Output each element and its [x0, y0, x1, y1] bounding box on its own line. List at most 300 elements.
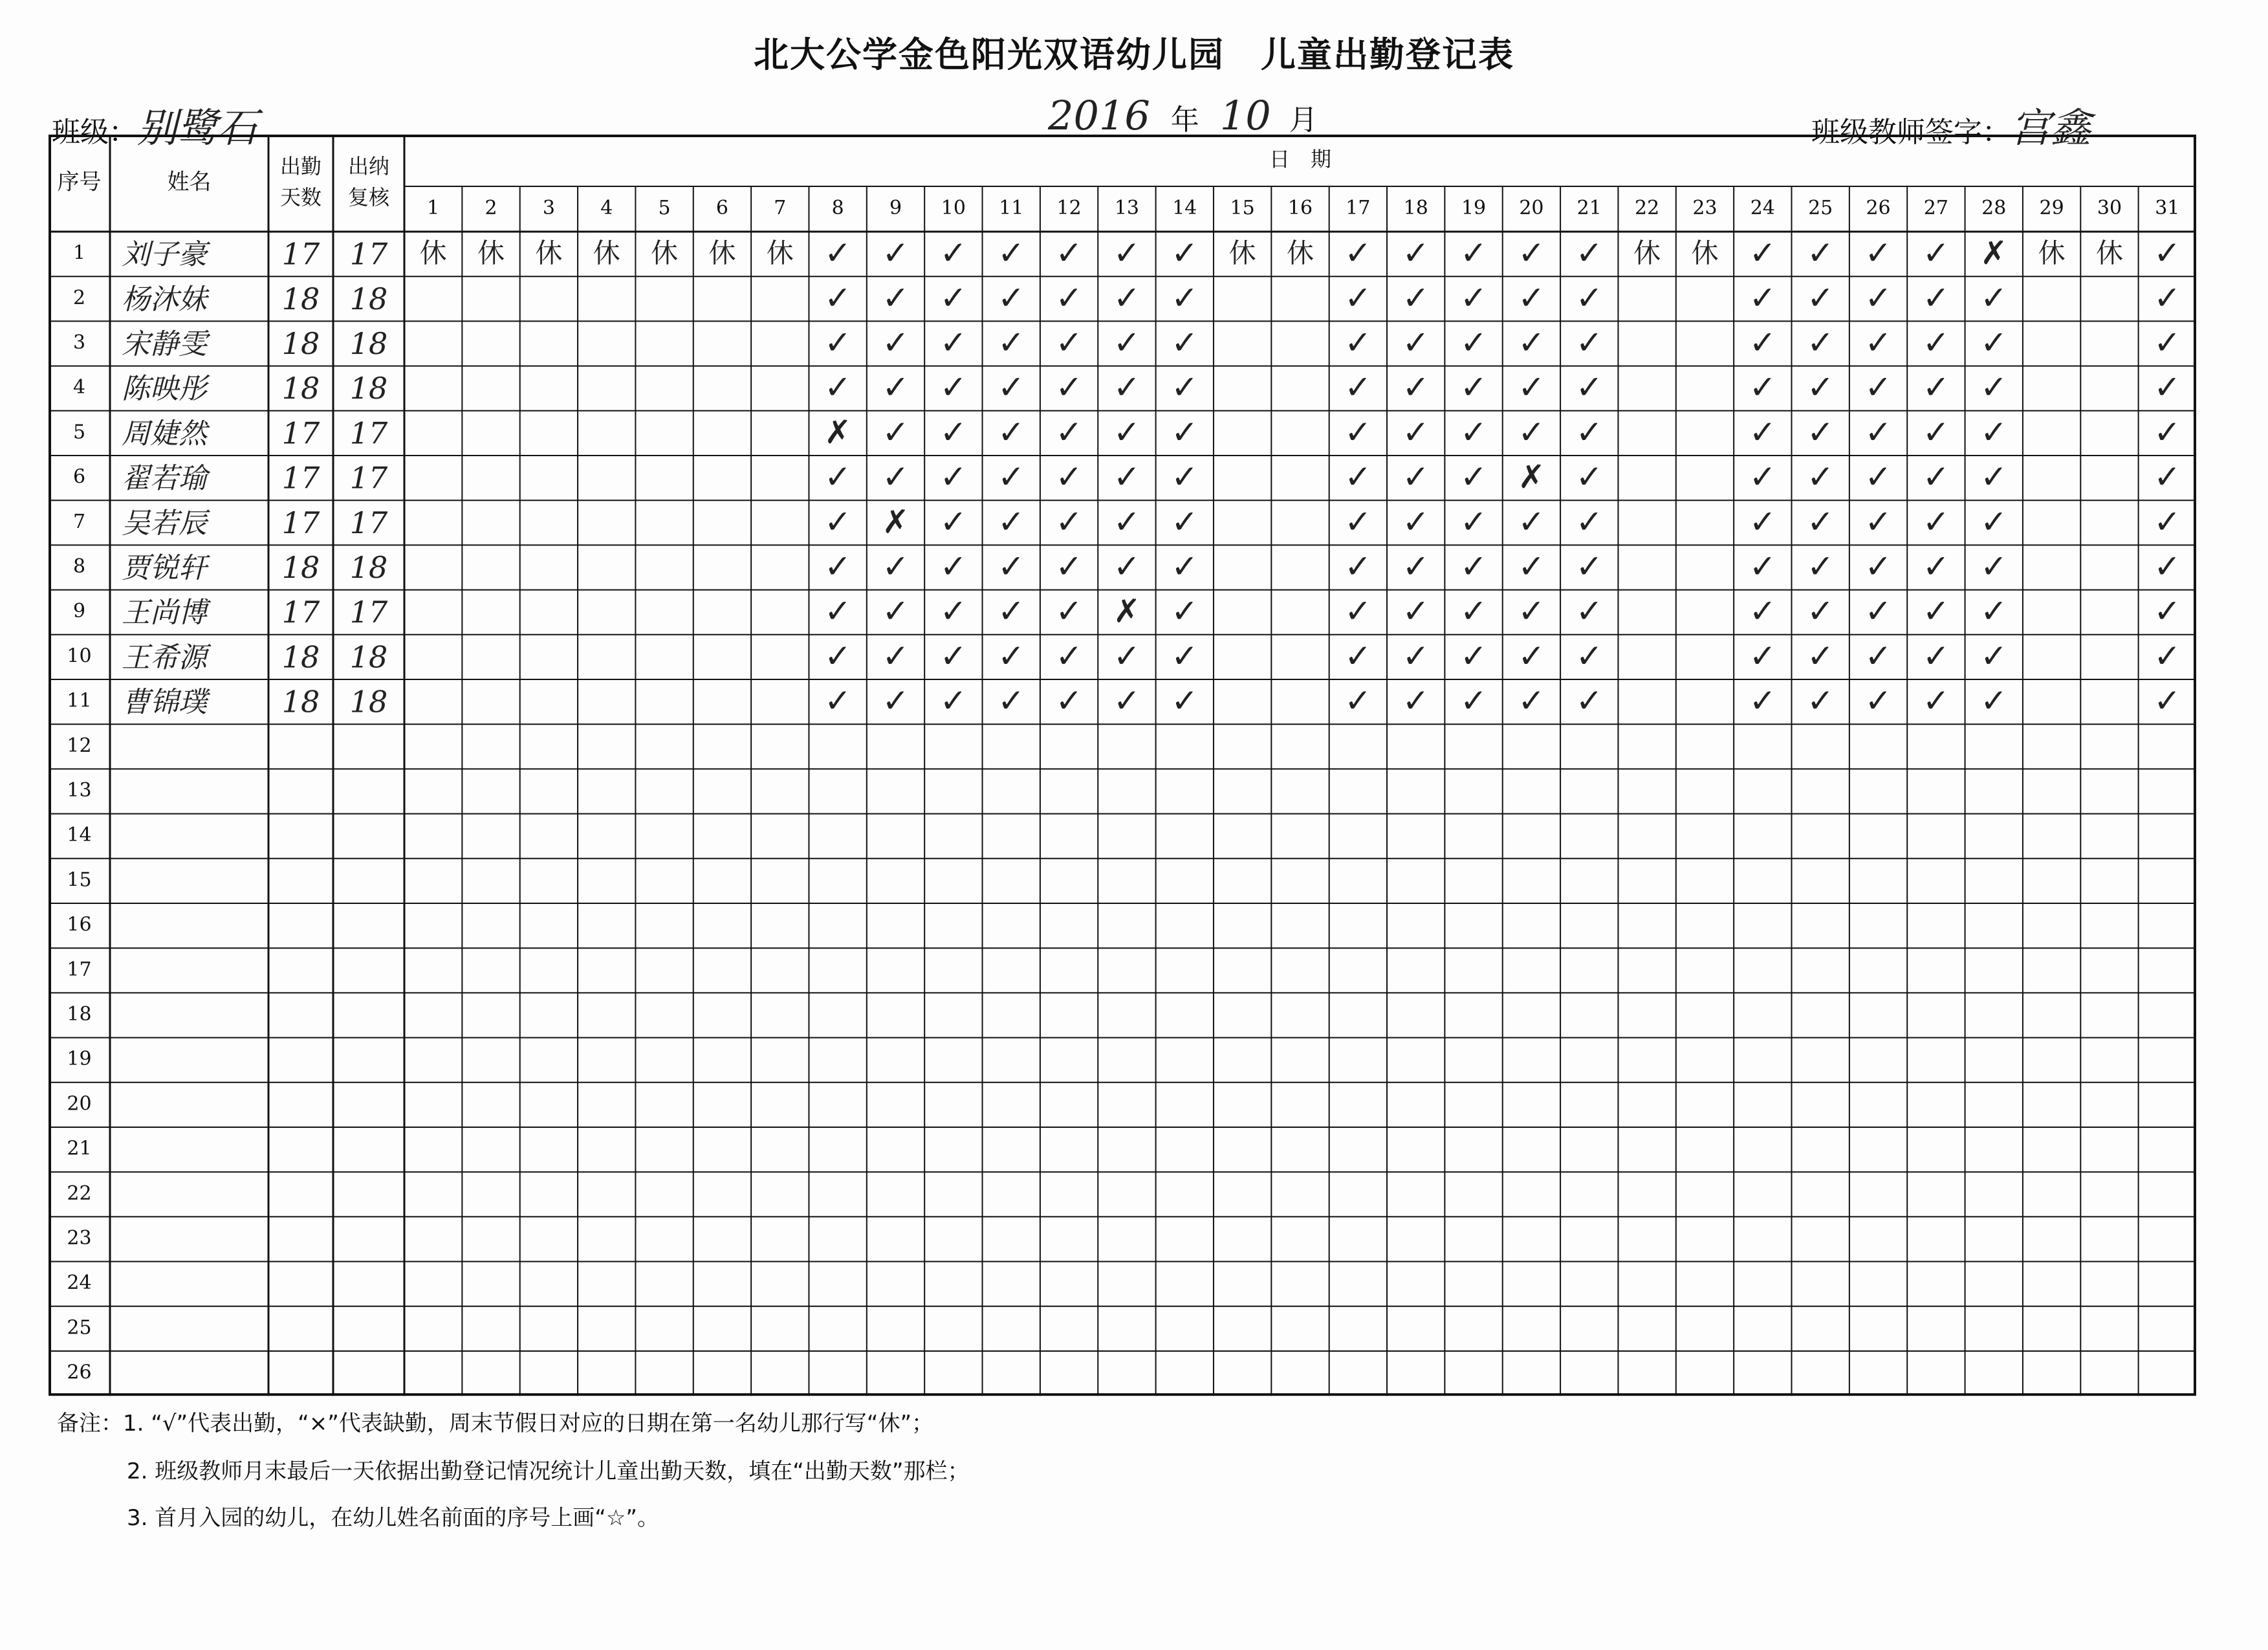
- mark-r1-d22: 休: [1633, 237, 1661, 269]
- mark-r3-d19: ✓: [1460, 324, 1488, 362]
- mark-r11-d27: ✓: [1922, 682, 1950, 720]
- mark-r7-d10: ✓: [939, 503, 967, 541]
- date-14: 14: [1172, 197, 1197, 219]
- date-26: 26: [1866, 197, 1891, 219]
- row-name-10: 王希源: [122, 641, 207, 674]
- mark-r5-d11: ✓: [998, 413, 1025, 451]
- mark-r5-d9: ✓: [882, 413, 910, 451]
- mark-r5-d31: ✓: [2154, 413, 2181, 451]
- mark-r7-d28: ✓: [1980, 503, 2008, 541]
- mark-r1-d24: ✓: [1749, 234, 1776, 272]
- row-check-5: 17: [349, 415, 388, 451]
- mark-r3-d9: ✓: [882, 324, 910, 362]
- row-seq-21: 21: [67, 1137, 92, 1160]
- row-seq-4: 4: [72, 376, 86, 399]
- mark-r10-d10: ✓: [939, 637, 967, 675]
- mark-r1-d2: 休: [477, 237, 505, 269]
- header-check-line1: 出纳: [347, 154, 390, 179]
- mark-r2-d31: ✓: [2154, 279, 2181, 317]
- mark-r3-d25: ✓: [1807, 324, 1835, 362]
- mark-r6-d8: ✓: [824, 458, 852, 496]
- mark-r4-d25: ✓: [1807, 368, 1835, 406]
- mark-r5-d20: ✓: [1518, 413, 1545, 451]
- row-days-4: 18: [281, 371, 320, 406]
- mark-r7-d26: ✓: [1864, 503, 1892, 541]
- mark-r8-d28: ✓: [1980, 547, 2008, 586]
- mark-r5-d26: ✓: [1864, 413, 1892, 451]
- date-23: 23: [1692, 197, 1717, 219]
- date-31: 31: [2155, 197, 2180, 219]
- mark-r11-d12: ✓: [1055, 682, 1083, 720]
- mark-r5-d25: ✓: [1807, 413, 1835, 451]
- row-check-11: 18: [349, 684, 388, 720]
- row-name-8: 贾锐轩: [122, 551, 207, 585]
- mark-r6-d31: ✓: [2154, 458, 2181, 496]
- date-12: 12: [1056, 197, 1082, 219]
- mark-r1-d27: ✓: [1922, 234, 1950, 272]
- mark-r3-d28: ✓: [1980, 324, 2008, 362]
- mark-r2-d14: ✓: [1171, 279, 1199, 317]
- mark-r4-d14: ✓: [1171, 368, 1199, 406]
- mark-r1-d1: 休: [419, 237, 447, 269]
- mark-r4-d24: ✓: [1749, 368, 1776, 406]
- date-25: 25: [1808, 197, 1833, 219]
- mark-r5-d27: ✓: [1922, 413, 1950, 451]
- row-seq-24: 24: [67, 1271, 92, 1295]
- mark-r2-d17: ✓: [1344, 279, 1372, 317]
- mark-r10-d20: ✓: [1518, 637, 1545, 675]
- mark-r11-d9: ✓: [882, 682, 910, 720]
- row-seq-11: 11: [67, 689, 92, 712]
- mark-r11-d25: ✓: [1807, 682, 1835, 720]
- date-30: 30: [2097, 197, 2122, 219]
- mark-r3-d13: ✓: [1113, 324, 1140, 362]
- mark-r10-d24: ✓: [1749, 637, 1776, 675]
- mark-r9-d11: ✓: [998, 592, 1025, 630]
- row-name-5: 周婕然: [122, 417, 207, 450]
- header-days-line2: 天数: [279, 185, 322, 210]
- mark-r8-d24: ✓: [1749, 547, 1776, 586]
- mark-r11-d21: ✓: [1575, 682, 1603, 720]
- mark-r11-d28: ✓: [1980, 682, 2008, 720]
- mark-r8-d27: ✓: [1922, 547, 1950, 586]
- mark-r9-d14: ✓: [1171, 592, 1199, 630]
- mark-r5-d24: ✓: [1749, 413, 1776, 451]
- mark-r4-d18: ✓: [1402, 368, 1430, 406]
- mark-r10-d17: ✓: [1344, 637, 1372, 675]
- mark-r1-d6: 休: [708, 237, 736, 269]
- mark-r11-d18: ✓: [1402, 682, 1430, 720]
- mark-r9-d26: ✓: [1864, 592, 1892, 630]
- mark-r1-d11: ✓: [998, 234, 1025, 272]
- mark-r1-d5: 休: [651, 237, 679, 269]
- mark-r6-d26: ✓: [1864, 458, 1892, 496]
- mark-r9-d10: ✓: [939, 592, 967, 630]
- mark-r3-d20: ✓: [1518, 324, 1545, 362]
- mark-r11-d20: ✓: [1518, 682, 1545, 720]
- mark-r1-d28: ✗: [1980, 234, 2008, 272]
- row-name-4: 陈映彤: [122, 372, 207, 406]
- date-13: 13: [1114, 197, 1140, 219]
- mark-r5-d12: ✓: [1055, 413, 1083, 451]
- mark-r11-d19: ✓: [1460, 682, 1488, 720]
- mark-r5-d21: ✓: [1575, 413, 1603, 451]
- date-27: 27: [1923, 197, 1948, 219]
- mark-r8-d10: ✓: [939, 547, 967, 586]
- date-29: 29: [2039, 197, 2064, 219]
- month-label: 月: [1289, 104, 1318, 137]
- mark-r9-d19: ✓: [1460, 592, 1488, 630]
- mark-r10-d11: ✓: [998, 637, 1025, 675]
- mark-r9-d25: ✓: [1807, 592, 1835, 630]
- mark-r5-d14: ✓: [1171, 413, 1199, 451]
- mark-r3-d17: ✓: [1344, 324, 1372, 362]
- mark-r3-d26: ✓: [1864, 324, 1892, 362]
- mark-r1-d26: ✓: [1864, 234, 1892, 272]
- row-seq-17: 17: [67, 958, 92, 981]
- mark-r4-d17: ✓: [1344, 368, 1372, 406]
- mark-r11-d26: ✓: [1864, 682, 1892, 720]
- mark-r7-d17: ✓: [1344, 503, 1372, 541]
- mark-r9-d31: ✓: [2154, 592, 2181, 630]
- mark-r9-d28: ✓: [1980, 592, 2008, 630]
- teacher-label: 班级教师签字：: [1811, 116, 2011, 149]
- mark-r1-d25: ✓: [1807, 234, 1835, 272]
- mark-r2-d27: ✓: [1922, 279, 1950, 317]
- row-days-7: 17: [281, 505, 320, 540]
- mark-r4-d26: ✓: [1864, 368, 1892, 406]
- mark-r1-d29: 休: [2038, 237, 2066, 269]
- row-check-3: 18: [349, 326, 388, 361]
- row-name-2: 杨沐妹: [122, 283, 207, 316]
- mark-r8-d21: ✓: [1575, 547, 1603, 586]
- header-days-line1: 出勤: [279, 154, 322, 179]
- mark-r2-d12: ✓: [1055, 279, 1083, 317]
- header-date: 日 期: [1269, 147, 1332, 171]
- mark-r2-d26: ✓: [1864, 279, 1892, 317]
- mark-r8-d8: ✓: [824, 547, 852, 586]
- mark-r8-d20: ✓: [1518, 547, 1545, 586]
- date-6: 6: [715, 197, 728, 219]
- mark-r7-d25: ✓: [1807, 503, 1835, 541]
- row-check-6: 17: [349, 460, 388, 496]
- row-check-7: 17: [349, 505, 388, 540]
- mark-r9-d17: ✓: [1344, 592, 1372, 630]
- date-20: 20: [1519, 197, 1544, 219]
- date-28: 28: [1981, 197, 2007, 219]
- row-seq-10: 10: [67, 644, 92, 668]
- date-5: 5: [658, 197, 671, 219]
- row-days-10: 18: [281, 639, 320, 675]
- mark-r5-d18: ✓: [1402, 413, 1430, 451]
- mark-r2-d20: ✓: [1518, 279, 1545, 317]
- date-21: 21: [1576, 197, 1602, 219]
- mark-r6-d21: ✓: [1575, 458, 1603, 496]
- row-seq-22: 22: [67, 1182, 92, 1205]
- mark-r7-d13: ✓: [1113, 503, 1140, 541]
- mark-r9-d8: ✓: [824, 592, 852, 630]
- mark-r11-d24: ✓: [1749, 682, 1776, 720]
- mark-r1-d15: 休: [1228, 237, 1256, 269]
- mark-r5-d17: ✓: [1344, 413, 1372, 451]
- row-check-1: 17: [349, 236, 388, 272]
- mark-r9-d21: ✓: [1575, 592, 1603, 630]
- mark-r10-d21: ✓: [1575, 637, 1603, 675]
- row-days-8: 18: [281, 550, 320, 585]
- mark-r3-d12: ✓: [1055, 324, 1083, 362]
- mark-r7-d21: ✓: [1575, 503, 1603, 541]
- mark-r5-d19: ✓: [1460, 413, 1488, 451]
- form-title: 北大公学金色阳光双语幼儿园 儿童出勤登记表: [754, 34, 1514, 75]
- mark-r3-d21: ✓: [1575, 324, 1603, 362]
- mark-r1-d20: ✓: [1518, 234, 1545, 272]
- mark-r4-d11: ✓: [998, 368, 1025, 406]
- mark-r4-d10: ✓: [939, 368, 967, 406]
- row-days-11: 18: [281, 684, 320, 720]
- mark-r2-d13: ✓: [1113, 279, 1140, 317]
- row-seq-23: 23: [67, 1227, 92, 1249]
- mark-r1-d16: 休: [1286, 237, 1314, 269]
- mark-r2-d11: ✓: [998, 279, 1025, 317]
- mark-r5-d13: ✓: [1113, 413, 1140, 451]
- mark-r7-d11: ✓: [998, 503, 1025, 541]
- mark-r3-d11: ✓: [998, 324, 1025, 362]
- mark-r10-d18: ✓: [1402, 637, 1430, 675]
- row-seq-20: 20: [67, 1092, 92, 1116]
- mark-r4-d19: ✓: [1460, 368, 1488, 406]
- mark-r7-d12: ✓: [1055, 503, 1083, 541]
- row-seq-7: 7: [72, 510, 86, 533]
- mark-r4-d9: ✓: [882, 368, 910, 406]
- mark-r11-d13: ✓: [1113, 682, 1140, 720]
- mark-r2-d21: ✓: [1575, 279, 1603, 317]
- mark-r2-d10: ✓: [939, 279, 967, 317]
- date-15: 15: [1230, 197, 1255, 219]
- mark-r2-d24: ✓: [1749, 279, 1776, 317]
- mark-r11-d10: ✓: [939, 682, 967, 720]
- mark-r3-d10: ✓: [939, 324, 967, 362]
- mark-r9-d27: ✓: [1922, 592, 1950, 630]
- mark-r1-d30: 休: [2095, 237, 2123, 269]
- mark-r8-d14: ✓: [1171, 547, 1199, 586]
- year-label: 年: [1170, 104, 1199, 137]
- date-2: 2: [485, 197, 497, 219]
- row-name-9: 王尚博: [122, 596, 207, 630]
- date-22: 22: [1635, 197, 1660, 219]
- header-check-line2: 复核: [347, 185, 390, 210]
- mark-r4-d21: ✓: [1575, 368, 1603, 406]
- mark-r6-d18: ✓: [1402, 458, 1430, 496]
- mark-r2-d18: ✓: [1402, 279, 1430, 317]
- mark-r1-d31: ✓: [2154, 234, 2181, 272]
- mark-r4-d20: ✓: [1518, 368, 1545, 406]
- mark-r5-d28: ✓: [1980, 413, 2008, 451]
- row-seq-6: 6: [72, 465, 86, 489]
- mark-r1-d7: 休: [766, 237, 794, 269]
- date-16: 16: [1287, 197, 1313, 219]
- date-8: 8: [831, 197, 844, 219]
- mark-r6-d25: ✓: [1807, 458, 1835, 496]
- mark-r4-d8: ✓: [824, 368, 852, 406]
- row-seq-14: 14: [67, 824, 92, 847]
- mark-r8-d18: ✓: [1402, 547, 1430, 586]
- header-name: 姓名: [167, 169, 212, 195]
- mark-r4-d31: ✓: [2154, 368, 2181, 406]
- mark-r6-d24: ✓: [1749, 458, 1776, 496]
- mark-r1-d8: ✓: [824, 234, 852, 272]
- mark-r10-d8: ✓: [824, 637, 852, 675]
- mark-r1-d19: ✓: [1460, 234, 1488, 272]
- mark-r1-d17: ✓: [1344, 234, 1372, 272]
- mark-r2-d8: ✓: [824, 279, 852, 317]
- attendance-grid: [49, 135, 2203, 1396]
- row-seq-26: 26: [67, 1361, 92, 1384]
- mark-r9-d12: ✓: [1055, 592, 1083, 630]
- row-seq-9: 9: [72, 600, 86, 623]
- mark-r6-d14: ✓: [1171, 458, 1199, 496]
- mark-r8-d19: ✓: [1460, 547, 1488, 586]
- mark-r11-d8: ✓: [824, 682, 852, 720]
- row-seq-16: 16: [67, 913, 92, 936]
- mark-r9-d20: ✓: [1518, 592, 1545, 630]
- mark-r7-d8: ✓: [824, 503, 852, 541]
- mark-r10-d27: ✓: [1922, 637, 1950, 675]
- mark-r6-d12: ✓: [1055, 458, 1083, 496]
- class-label: 班级：: [52, 116, 137, 149]
- mark-r4-d27: ✓: [1922, 368, 1950, 406]
- mark-r9-d18: ✓: [1402, 592, 1430, 630]
- date-1: 1: [427, 197, 440, 219]
- row-name-3: 宋静雯: [122, 327, 207, 361]
- row-check-2: 18: [349, 281, 388, 316]
- row-seq-1: 1: [72, 241, 86, 265]
- row-check-4: 18: [349, 371, 388, 406]
- mark-r7-d19: ✓: [1460, 503, 1488, 541]
- mark-r6-d19: ✓: [1460, 458, 1488, 496]
- mark-r4-d12: ✓: [1055, 368, 1083, 406]
- teacher-signature: 宫鑫: [2011, 104, 2091, 151]
- mark-r9-d24: ✓: [1749, 592, 1776, 630]
- date-11: 11: [999, 197, 1024, 219]
- mark-r1-d23: 休: [1691, 237, 1719, 269]
- mark-r4-d28: ✓: [1980, 368, 2008, 406]
- row-seq-5: 5: [72, 421, 86, 444]
- mark-r3-d31: ✓: [2154, 324, 2181, 362]
- mark-r10-d26: ✓: [1864, 637, 1892, 675]
- mark-r7-d14: ✓: [1171, 503, 1199, 541]
- mark-r3-d18: ✓: [1402, 324, 1430, 362]
- year-value: 2016: [1048, 92, 1150, 139]
- mark-r11-d31: ✓: [2154, 682, 2181, 720]
- row-name-11: 曹锦璞: [122, 686, 207, 720]
- row-days-6: 17: [281, 460, 320, 496]
- row-days-9: 17: [281, 595, 320, 630]
- row-name-1: 刘子豪: [122, 238, 207, 272]
- row-seq-12: 12: [67, 734, 92, 757]
- mark-r10-d19: ✓: [1460, 637, 1488, 675]
- mark-r8-d12: ✓: [1055, 547, 1083, 586]
- mark-r11-d14: ✓: [1171, 682, 1199, 720]
- mark-r8-d25: ✓: [1807, 547, 1835, 586]
- mark-r6-d10: ✓: [939, 458, 967, 496]
- mark-r6-d28: ✓: [1980, 458, 2008, 496]
- row-days-2: 18: [281, 281, 320, 316]
- note-2: 2. 班级教师月末最后一天依据出勤登记情况统计儿童出勤天数，填在“出勤天数”那栏；: [127, 1458, 970, 1484]
- row-seq-8: 8: [72, 555, 86, 578]
- mark-r8-d11: ✓: [998, 547, 1025, 586]
- mark-r10-d9: ✓: [882, 637, 910, 675]
- row-check-9: 17: [349, 595, 388, 630]
- mark-r10-d13: ✓: [1113, 637, 1140, 675]
- date-24: 24: [1750, 197, 1775, 219]
- mark-r1-d12: ✓: [1055, 234, 1083, 272]
- row-seq-15: 15: [67, 868, 92, 892]
- mark-r7-d18: ✓: [1402, 503, 1430, 541]
- mark-r10-d25: ✓: [1807, 637, 1835, 675]
- mark-r6-d17: ✓: [1344, 458, 1372, 496]
- mark-r1-d3: 休: [535, 237, 563, 269]
- mark-r3-d27: ✓: [1922, 324, 1950, 362]
- mark-r8-d26: ✓: [1864, 547, 1892, 586]
- mark-r5-d8: ✗: [824, 413, 852, 451]
- row-seq-18: 18: [67, 1003, 92, 1026]
- mark-r3-d8: ✓: [824, 324, 852, 362]
- mark-r10-d12: ✓: [1055, 637, 1083, 675]
- mark-r10-d28: ✓: [1980, 637, 2008, 675]
- mark-r2-d28: ✓: [1980, 279, 2008, 317]
- mark-r3-d14: ✓: [1171, 324, 1199, 362]
- mark-r9-d13: ✗: [1113, 592, 1140, 630]
- mark-r7-d27: ✓: [1922, 503, 1950, 541]
- mark-r8-d9: ✓: [882, 547, 910, 586]
- row-days-3: 18: [281, 326, 320, 361]
- mark-r1-d18: ✓: [1402, 234, 1430, 272]
- row-days-5: 17: [281, 415, 320, 451]
- row-name-7: 吴若辰: [122, 507, 207, 540]
- date-field: [1048, 92, 1318, 139]
- date-19: 19: [1461, 197, 1487, 219]
- month-value: 10: [1219, 92, 1271, 139]
- date-17: 17: [1346, 197, 1371, 219]
- date-4: 4: [600, 197, 613, 219]
- mark-r8-d17: ✓: [1344, 547, 1372, 586]
- row-check-8: 18: [349, 550, 388, 585]
- mark-r1-d14: ✓: [1171, 234, 1199, 272]
- row-seq-25: 25: [67, 1316, 92, 1339]
- date-9: 9: [889, 197, 902, 219]
- mark-r6-d27: ✓: [1922, 458, 1950, 496]
- mark-r7-d24: ✓: [1749, 503, 1776, 541]
- mark-r1-d21: ✓: [1575, 234, 1603, 272]
- mark-r8-d31: ✓: [2154, 547, 2181, 586]
- mark-r10-d31: ✓: [2154, 637, 2181, 675]
- date-7: 7: [774, 197, 787, 219]
- mark-r2-d19: ✓: [1460, 279, 1488, 317]
- note-3: 3. 首月入园的幼儿，在幼儿姓名前面的序号上画“☆”。: [127, 1505, 659, 1531]
- row-seq-13: 13: [67, 779, 92, 802]
- mark-r11-d11: ✓: [998, 682, 1025, 720]
- row-check-10: 18: [349, 639, 388, 675]
- row-days-1: 17: [281, 236, 320, 272]
- mark-r11-d17: ✓: [1344, 682, 1372, 720]
- mark-r7-d31: ✓: [2154, 503, 2181, 541]
- mark-r6-d13: ✓: [1113, 458, 1140, 496]
- mark-r1-d9: ✓: [882, 234, 910, 272]
- mark-r1-d4: 休: [593, 237, 620, 269]
- mark-r4-d13: ✓: [1113, 368, 1140, 406]
- mark-r5-d10: ✓: [939, 413, 967, 451]
- row-name-6: 翟若瑜: [122, 462, 207, 496]
